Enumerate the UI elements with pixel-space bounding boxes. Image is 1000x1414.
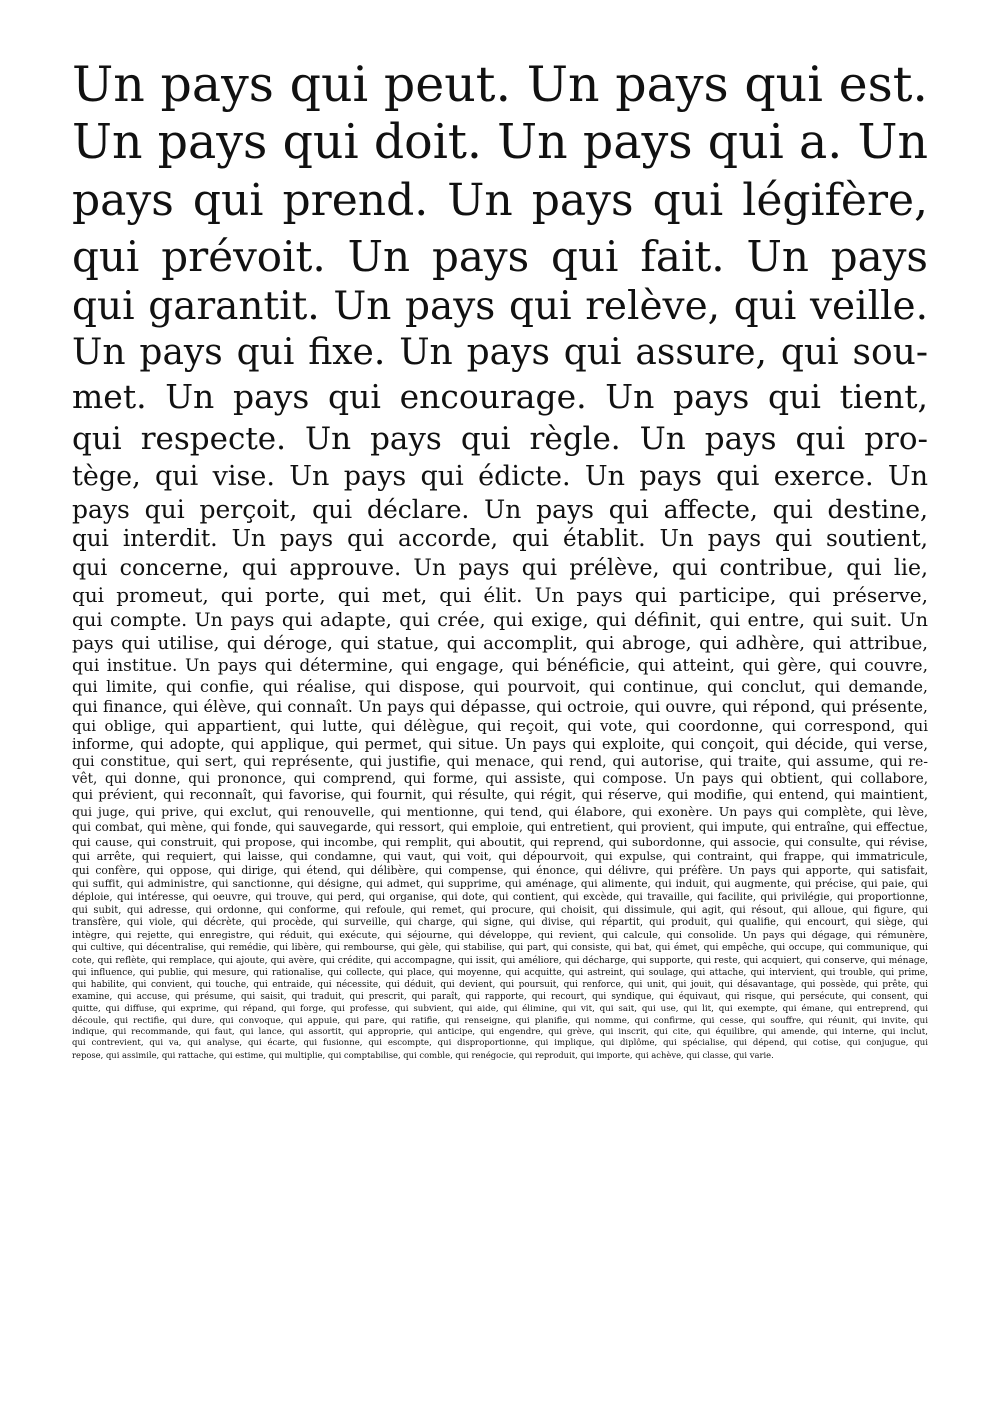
text-line: qui concerne, qui approuve. Un pays qui prélève, qui contribue, qui lie, [72,556,928,581]
text-line: qui subit, qui adresse, qui ordonne, qui conforme, qui refoule, qui remet, qui procure, qui choisit, qui dissimule, qui agit, qui résout, qui alloue, qui figure, qui [72,905,928,916]
text-line: Un pays qui peut. Un pays qui est. [72,56,928,113]
text-line: qui influence, qui publie, qui mesure, qui rationalise, qui collecte, qui place, qui moyenne, qui acquitte, qui astreint, qui soulage, qui attache, qui intervient, qui trouble, qui prime, [72,967,928,978]
text-line: qui promeut, qui porte, qui met, qui élit. Un pays qui participe, qui préserve, [72,583,928,607]
text-line: vêt, qui donne, qui prononce, qui comprend, qui forme, qui assiste, qui compose. Un pays qui obtient, qui collabore, [72,771,928,787]
text-line: qui compte. Un pays qui adapte, qui crée, qui exige, qui définit, qui entre, qui suit. Un [72,609,928,631]
text-line: qui respecte. Un pays qui règle. Un pays qui pro- [72,421,928,457]
text-block [72,56,928,1061]
text-line: qui prévient, qui reconnaît, qui favorise, qui fournit, qui résulte, qui régit, qui réserve, qui modifie, qui entend, qui maintient, [72,788,928,803]
text-line: examine, qui accuse, qui présume, qui saisit, qui traduit, qui prescrit, qui paraît, qui rapporte, qui recourt, qui syndique, qui équivaut, qui risque, qui persécute, qui consent, qui [72,991,928,1002]
text-line: qui institue. Un pays qui détermine, qui engage, qui bénéficie, qui atteint, qui gère, qui couvre, [72,656,928,676]
text-line: Un pays qui doit. Un pays qui a. Un [72,115,928,170]
text-line: qui confère, qui oppose, qui dirige, qui étend, qui délibère, qui compense, qui énonce, qui délivre, qui préfère. Un pays qui apporte, qui satisfait, [72,864,928,877]
text-line: qui finance, qui élève, qui connaît. Un pays qui dépasse, qui octroie, qui ouvre, qui répond, qui présente, [72,697,928,716]
text-line: qui cultive, qui décentralise, qui remédie, qui libère, qui rembourse, qui gèle, qui stabilise, qui part, qui consiste, qui bat, qui émet, qui empêche, qui occupe, qui communique, qui [72,942,928,953]
text-line: qui arrête, qui requiert, qui laisse, qui condamne, qui vaut, qui voit, qui dépourvoit, qui expulse, qui contraint, qui frappe, qui immatricule, [72,850,928,863]
text-line: qui limite, qui confie, qui réalise, qui dispose, qui pourvoit, qui continue, qui conclut, qui demande, [72,677,928,696]
text-line: qui suffit, qui administre, qui sanctionne, qui désigne, qui admet, qui supprime, qui aménage, qui alimente, qui induit, qui augmente, qui précise, qui paie, qui [72,878,928,890]
text-line: qui cause, qui construit, qui propose, qui incombe, qui remplit, qui aboutit, qui reprend, qui subordonne, qui associe, qui consulte, qui révise, [72,835,928,849]
text-line: pays qui prend. Un pays qui légifère, [72,175,928,226]
text-line: qui oblige, qui appartient, qui lutte, qui délègue, qui reçoit, qui vote, qui coordonne, qui correspond, qui [72,717,928,735]
text-line: qui prévoit. Un pays qui fait. Un pays [72,232,928,281]
text-line: Un pays qui fixe. Un pays qui assure, qui sou- [72,332,928,373]
text-line: repose, qui assimile, qui rattache, qui estime, qui multiplie, qui comptabilise, qui comble, qui renégocie, qui reproduit, qui importe, qui achève, qui classe, qui varie. [72,1049,774,1060]
text-line: transfère, qui viole, qui décrète, qui procède, qui surveille, qui charge, qui signe, qui divise, qui répartit, qui produit, qui qualifie, qui encourt, qui siège, qui [72,917,928,928]
text-line: cote, qui reflète, qui remplace, qui ajoute, qui avère, qui crédite, qui accompagne, qui issit, qui améliore, qui décharge, qui supporte, qui reste, qui acquiert, qui conserve, qui ménage, [72,955,928,966]
text-line: qui garantit. Un pays qui relève, qui veille. [72,284,928,329]
text-line: déploie, qui intéresse, qui oeuvre, qui trouve, qui perd, qui organise, qui dote, qui contient, qui excède, qui travaille, qui facilite, qui privilégie, qui proportionne, [72,892,928,903]
text-line: qui juge, qui prive, qui exclut, qui renouvelle, qui mentionne, qui tend, qui élabore, qui exonère. Un pays qui complète, qui lève, [72,804,928,819]
text-line: met. Un pays qui encourage. Un pays qui tient, [72,377,928,416]
text-line: tège, qui vise. Un pays qui édicte. Un pays qui exerce. Un [72,461,928,492]
text-line: découle, qui rectifie, qui dure, qui convoque, qui appuie, qui pare, qui ratifie, qui renseigne, qui planifie, qui nomme, qui confirme, qui cesse, qui souffre, qui réunit, qui invite, qui [72,1015,928,1026]
text-line: qui interdit. Un pays qui accorde, qui établit. Un pays qui soutient, [72,526,928,552]
text-line: quitte, qui diffuse, qui exprime, qui répand, qui forge, qui professe, qui subvient, qui aide, qui élimine, qui vit, qui sait, qui use, qui lit, qui exempte, qui émane, qui entreprend, qui [72,1003,928,1014]
text-line: intègre, qui rejette, qui enregistre, qui réduit, qui exécute, qui séjourne, qui développe, qui revient, qui calcule, qui consolide. Un pays qui dégage, qui rémunère, [72,929,928,941]
text-line: informe, qui adopte, qui applique, qui permet, qui situe. Un pays qui exploite, qui conçoit, qui décide, qui verse, [72,737,928,753]
text-line: qui constitue, qui sert, qui représente, qui justifie, qui menace, qui rend, qui autorise, qui traite, qui assume, qui re- [72,754,928,770]
text-line: qui contrevient, qui va, qui analyse, qui écarte, qui fusionne, qui escompte, qui disproportionne, qui implique, qui diplôme, qui spécialise, qui dépend, qui cotise, qui conjugue, qui [72,1038,928,1048]
text-line: indique, qui recommande, qui faut, qui lance, qui assortit, qui approprie, qui anticipe, qui engendre, qui grève, qui inscrit, qui cite, qui équilibre, qui amende, qui interne, qui inclut, [72,1026,928,1037]
text-line: qui habilite, qui convient, qui touche, qui entraide, qui nécessite, qui déduit, qui devient, qui poursuit, qui renforce, qui unit, qui jouit, qui désavantage, qui possède, qui prête, qui [72,979,928,990]
text-line: pays qui utilise, qui déroge, qui statue, qui accomplit, qui abroge, qui adhère, qui attribue, [72,633,928,654]
text-line: pays qui perçoit, qui déclare. Un pays qui affecte, qui destine, [72,495,928,524]
text-line: qui combat, qui mène, qui fonde, qui sauvegarde, qui ressort, qui emploie, qui entretient, qui provient, qui impute, qui entraîne, qui effectue, [72,820,928,834]
